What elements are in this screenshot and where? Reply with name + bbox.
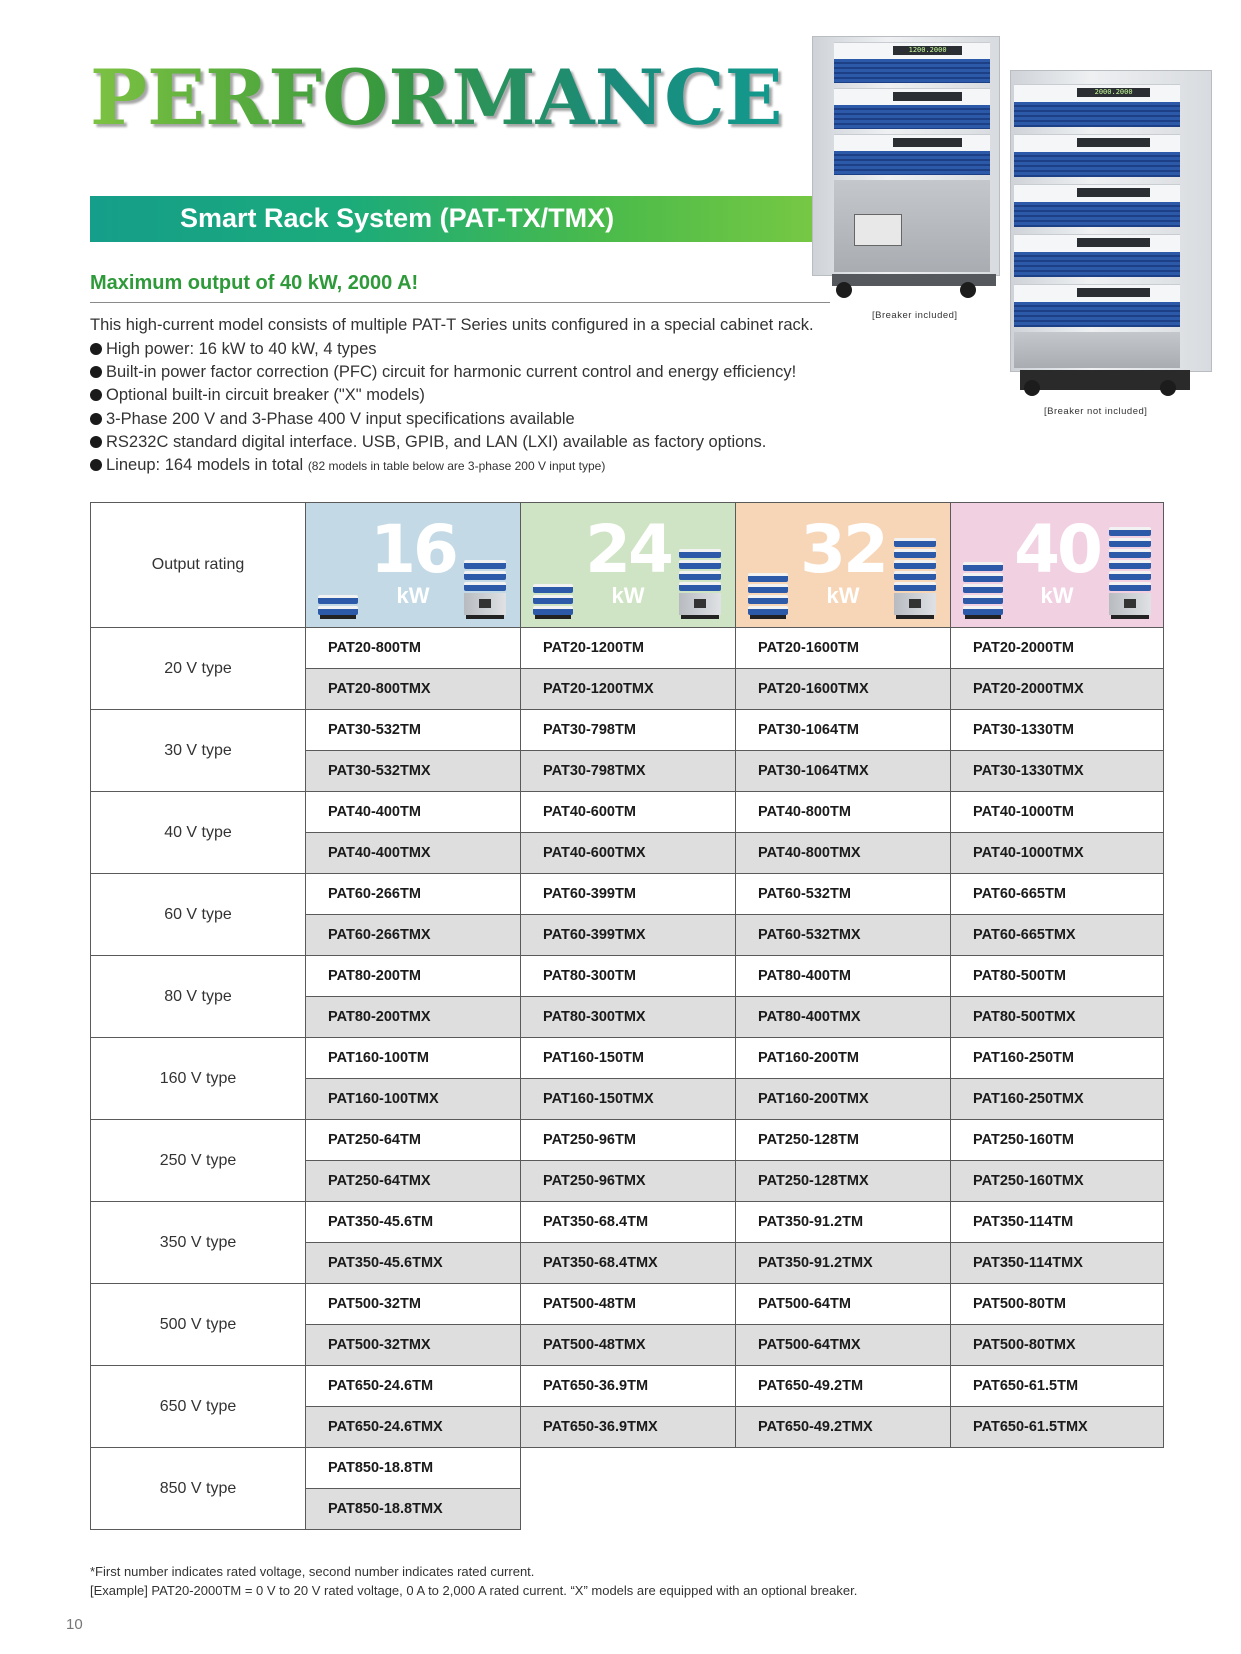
footnote-example: [Example] PAT20-2000TM = 0 V to 20 V rated voltage, 0 A to 2,000 A rated current. “X” models are equipped with an optional breaker.	[90, 1583, 858, 1598]
model-tmx-cell: PAT40-400TMX	[306, 833, 521, 874]
voltage-type-label: 60 V type	[91, 874, 306, 956]
rating-40kw-header: 40 kW	[951, 503, 1164, 628]
voltage-type-label: 350 V type	[91, 1202, 306, 1284]
model-tm-cell: PAT60-266TM	[306, 874, 521, 915]
table-row	[91, 1202, 1164, 1243]
model-tmx-cell: PAT20-2000TMX	[951, 669, 1164, 710]
feature-item: RS232C standard digital interface. USB, GPIB, and LAN (LXI) available as factory options.	[90, 431, 796, 454]
model-tm-cell: PAT20-800TM	[306, 628, 521, 669]
model-tmx-cell: PAT160-100TMX	[306, 1079, 521, 1120]
model-tmx-cell: PAT40-800TMX	[736, 833, 951, 874]
table-row	[91, 1366, 1164, 1407]
voltage-type-label: 650 V type	[91, 1366, 306, 1448]
model-tm-cell: PAT250-96TM	[521, 1120, 736, 1161]
model-tm-cell: PAT500-80TM	[951, 1284, 1164, 1325]
model-tm-cell: PAT80-200TM	[306, 956, 521, 997]
mini-rack-icon	[679, 547, 721, 619]
table-row	[91, 874, 1164, 915]
model-tm-cell: PAT160-150TM	[521, 1038, 736, 1079]
model-tm-cell: PAT350-91.2TM	[736, 1202, 951, 1243]
model-tmx-cell: PAT40-1000TMX	[951, 833, 1164, 874]
feature-item: Built-in power factor correction (PFC) circuit for harmonic current control and energy efficiency!	[90, 361, 796, 384]
empty-cell	[736, 1448, 951, 1489]
feature-item: Optional built-in circuit breaker ("X" models)	[90, 384, 796, 407]
model-tmx-cell: PAT80-300TMX	[521, 997, 736, 1038]
page-number: 10	[66, 1616, 83, 1633]
model-tm-cell: PAT60-532TM	[736, 874, 951, 915]
section-banner-text: Smart Rack System (PAT-TX/TMX)	[180, 203, 615, 233]
mini-rack-icon	[894, 536, 936, 619]
table-row	[91, 1038, 1164, 1079]
voltage-type-label: 500 V type	[91, 1284, 306, 1366]
model-tmx-cell: PAT650-49.2TMX	[736, 1407, 951, 1448]
voltage-type-label: 40 V type	[91, 792, 306, 874]
model-tm-cell: PAT250-160TM	[951, 1120, 1164, 1161]
model-tmx-cell: PAT500-32TMX	[306, 1325, 521, 1366]
feature-list	[90, 338, 796, 477]
model-tmx-cell: PAT350-68.4TMX	[521, 1243, 736, 1284]
page-title: PERFORMANCE	[90, 53, 783, 142]
output-rating-label: Output rating	[91, 503, 306, 628]
model-tmx-cell: PAT350-45.6TMX	[306, 1243, 521, 1284]
model-table	[90, 502, 1164, 1530]
mini-rack-icon	[748, 571, 788, 619]
voltage-type-label: 850 V type	[91, 1448, 306, 1530]
model-tm-cell: PAT350-45.6TM	[306, 1202, 521, 1243]
table-header-row	[91, 503, 1164, 628]
model-tm-cell: PAT20-2000TM	[951, 628, 1164, 669]
model-tmx-cell: PAT60-532TMX	[736, 915, 951, 956]
model-tmx-cell: PAT30-532TMX	[306, 751, 521, 792]
subheading-rule	[90, 302, 830, 303]
voltage-type-label: 20 V type	[91, 628, 306, 710]
mini-rack-icon	[1109, 525, 1151, 619]
model-tm-cell: PAT40-400TM	[306, 792, 521, 833]
model-tm-cell: PAT80-500TM	[951, 956, 1164, 997]
model-tm-cell: PAT160-100TM	[306, 1038, 521, 1079]
model-tmx-cell: PAT850-18.8TMX	[306, 1489, 521, 1530]
model-tmx-cell: PAT60-266TMX	[306, 915, 521, 956]
table-row	[91, 792, 1164, 833]
model-tm-cell: PAT30-532TM	[306, 710, 521, 751]
model-tm-cell: PAT160-250TM	[951, 1038, 1164, 1079]
empty-cell	[521, 1448, 736, 1489]
empty-cell	[521, 1489, 736, 1530]
model-tm-cell: PAT650-36.9TM	[521, 1366, 736, 1407]
subheading: Maximum output of 40 kW, 2000 A!	[90, 272, 419, 294]
caption-breaker-not-included: [Breaker not included]	[1044, 406, 1148, 417]
lineup-note: (82 models in table below are 3-phase 200 V input type)	[307, 458, 606, 473]
rating-16kw-header: 16 kW	[306, 503, 521, 628]
model-tmx-cell: PAT20-1200TMX	[521, 669, 736, 710]
rack-breaker-included-image: 1200.2000	[812, 36, 998, 298]
rack-breaker-not-included-image: 2000.2000	[1010, 70, 1210, 400]
model-tmx-cell: PAT250-64TMX	[306, 1161, 521, 1202]
model-tm-cell: PAT20-1600TM	[736, 628, 951, 669]
model-tmx-cell: PAT250-96TMX	[521, 1161, 736, 1202]
table-row	[91, 628, 1164, 669]
voltage-type-label: 30 V type	[91, 710, 306, 792]
voltage-type-label: 80 V type	[91, 956, 306, 1038]
model-tmx-cell: PAT60-665TMX	[951, 915, 1164, 956]
feature-item: High power: 16 kW to 40 kW, 4 types	[90, 338, 796, 361]
intro-text: This high-current model consists of multiple PAT-T Series units configured in a special cabinet rack.	[90, 316, 814, 334]
model-tmx-cell: PAT500-80TMX	[951, 1325, 1164, 1366]
bullet-icon	[90, 389, 102, 401]
empty-cell	[951, 1489, 1164, 1530]
model-tmx-cell: PAT350-114TMX	[951, 1243, 1164, 1284]
model-tmx-cell: PAT500-64TMX	[736, 1325, 951, 1366]
model-tm-cell: PAT350-114TM	[951, 1202, 1164, 1243]
model-tmx-cell: PAT30-1330TMX	[951, 751, 1164, 792]
model-tm-cell: PAT160-200TM	[736, 1038, 951, 1079]
table-row	[91, 1120, 1164, 1161]
model-tm-cell: PAT30-1064TM	[736, 710, 951, 751]
model-tmx-cell: PAT20-800TMX	[306, 669, 521, 710]
model-tm-cell: PAT60-399TM	[521, 874, 736, 915]
mini-rack-icon	[318, 593, 358, 619]
table-row	[91, 1448, 1164, 1489]
model-tm-cell: PAT250-64TM	[306, 1120, 521, 1161]
model-tmx-cell: PAT20-1600TMX	[736, 669, 951, 710]
model-tmx-cell: PAT250-128TMX	[736, 1161, 951, 1202]
model-tmx-cell: PAT650-61.5TMX	[951, 1407, 1164, 1448]
bullet-icon	[90, 413, 102, 425]
model-tm-cell: PAT40-1000TM	[951, 792, 1164, 833]
model-tm-cell: PAT850-18.8TM	[306, 1448, 521, 1489]
mini-rack-icon	[533, 582, 573, 619]
voltage-type-label: 160 V type	[91, 1038, 306, 1120]
voltage-type-label: 250 V type	[91, 1120, 306, 1202]
model-tmx-cell: PAT30-798TMX	[521, 751, 736, 792]
model-tm-cell: PAT500-32TM	[306, 1284, 521, 1325]
bullet-icon	[90, 343, 102, 355]
model-tm-cell: PAT80-400TM	[736, 956, 951, 997]
model-tmx-cell: PAT30-1064TMX	[736, 751, 951, 792]
model-tmx-cell: PAT250-160TMX	[951, 1161, 1164, 1202]
model-tmx-cell: PAT60-399TMX	[521, 915, 736, 956]
model-tm-cell: PAT20-1200TM	[521, 628, 736, 669]
table-row	[91, 1284, 1164, 1325]
bullet-icon	[90, 459, 102, 471]
model-tm-cell: PAT350-68.4TM	[521, 1202, 736, 1243]
model-tm-cell: PAT40-600TM	[521, 792, 736, 833]
section-banner	[90, 196, 830, 242]
model-tmx-cell: PAT650-36.9TMX	[521, 1407, 736, 1448]
mini-rack-icon	[464, 558, 506, 619]
model-tm-cell: PAT500-48TM	[521, 1284, 736, 1325]
model-tmx-cell: PAT40-600TMX	[521, 833, 736, 874]
model-tm-cell: PAT30-1330TM	[951, 710, 1164, 751]
empty-cell	[951, 1448, 1164, 1489]
model-tmx-cell: PAT80-500TMX	[951, 997, 1164, 1038]
model-tmx-cell: PAT160-250TMX	[951, 1079, 1164, 1120]
model-tmx-cell: PAT160-200TMX	[736, 1079, 951, 1120]
model-tm-cell: PAT60-665TM	[951, 874, 1164, 915]
model-tm-cell: PAT650-24.6TM	[306, 1366, 521, 1407]
model-tm-cell: PAT650-61.5TM	[951, 1366, 1164, 1407]
model-tmx-cell: PAT80-200TMX	[306, 997, 521, 1038]
model-tmx-cell: PAT650-24.6TMX	[306, 1407, 521, 1448]
model-tm-cell: PAT650-49.2TM	[736, 1366, 951, 1407]
model-tmx-cell: PAT80-400TMX	[736, 997, 951, 1038]
rating-24kw-header: 24 kW	[521, 503, 736, 628]
model-tmx-cell: PAT500-48TMX	[521, 1325, 736, 1366]
table-row	[91, 956, 1164, 997]
feature-item: 3-Phase 200 V and 3-Phase 400 V input specifications available	[90, 408, 796, 431]
table-row	[91, 710, 1164, 751]
bullet-icon	[90, 436, 102, 448]
model-tm-cell: PAT80-300TM	[521, 956, 736, 997]
mini-rack-icon	[963, 560, 1003, 619]
rating-32kw-header: 32 kW	[736, 503, 951, 628]
model-tmx-cell: PAT350-91.2TMX	[736, 1243, 951, 1284]
model-tm-cell: PAT500-64TM	[736, 1284, 951, 1325]
model-tmx-cell: PAT160-150TMX	[521, 1079, 736, 1120]
model-tm-cell: PAT250-128TM	[736, 1120, 951, 1161]
model-tm-cell: PAT40-800TM	[736, 792, 951, 833]
empty-cell	[736, 1489, 951, 1530]
bullet-icon	[90, 366, 102, 378]
caption-breaker-included: [Breaker included]	[872, 310, 958, 321]
feature-item-lineup: Lineup: 164 models in total (82 models in table below are 3-phase 200 V input type)	[90, 454, 796, 477]
footnote: *First number indicates rated voltage, second number indicates rated current.	[90, 1564, 535, 1579]
model-tm-cell: PAT30-798TM	[521, 710, 736, 751]
